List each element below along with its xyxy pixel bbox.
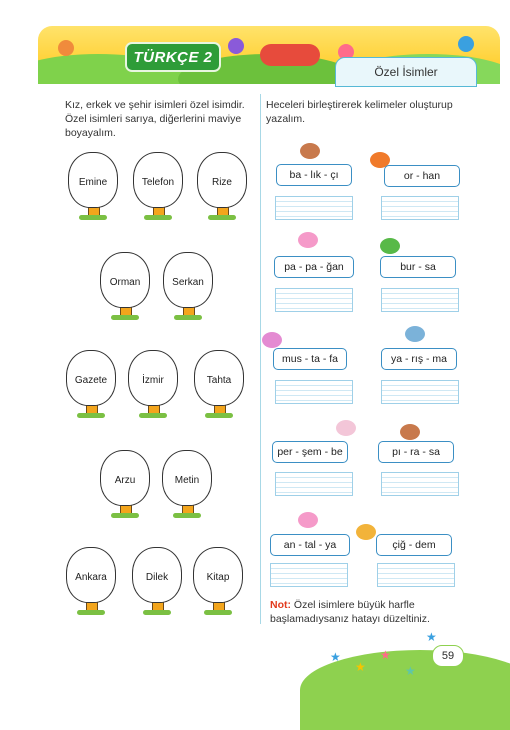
bird-icon xyxy=(262,332,282,348)
writing-lines[interactable] xyxy=(275,472,353,496)
tree-word-label: Ankara xyxy=(75,572,107,583)
tree-word[interactable] xyxy=(68,152,118,222)
giraffe-icon xyxy=(356,524,376,540)
tree-word[interactable] xyxy=(162,450,212,520)
page-number-text: 59 xyxy=(441,650,455,662)
tree-word-label: Gazete xyxy=(74,375,108,386)
writing-lines[interactable] xyxy=(381,288,459,312)
elephant-icon xyxy=(405,326,425,342)
tree-word[interactable] xyxy=(133,152,183,222)
hippo-icon xyxy=(298,232,318,248)
tree-word[interactable] xyxy=(66,547,116,617)
frog-icon xyxy=(380,238,400,254)
tree-word-label: Tahta xyxy=(206,375,232,386)
right-instruction: Heceleri birleştirerek kelimeler oluşturup yazalım. xyxy=(266,99,453,125)
star-icon: ★ xyxy=(355,660,366,674)
subject-badge xyxy=(125,42,221,72)
writing-lines[interactable] xyxy=(275,380,353,404)
topic-tab-label: Özel İsimler xyxy=(374,65,438,79)
tree-word[interactable] xyxy=(194,350,244,420)
tree-word[interactable] xyxy=(66,350,116,420)
writing-lines[interactable] xyxy=(381,472,459,496)
monkey-icon xyxy=(300,143,320,159)
child-mascot-icon xyxy=(458,36,474,52)
tree-word[interactable] xyxy=(100,450,150,520)
writing-lines[interactable] xyxy=(275,196,353,220)
star-icon: ★ xyxy=(405,664,416,678)
child-mascot-icon xyxy=(228,38,244,54)
note-label: Not: xyxy=(270,599,291,611)
tree-word-label: Metin xyxy=(174,475,200,486)
syllable-box: per - şem - be xyxy=(272,441,348,463)
tree-word[interactable] xyxy=(193,547,243,617)
monkey-icon xyxy=(400,424,420,440)
page-number xyxy=(432,645,464,667)
syllable-box: mus - ta - fa xyxy=(273,348,347,370)
tree-word[interactable] xyxy=(132,547,182,617)
tree-word-label: Serkan xyxy=(172,277,204,288)
tree-word-label: Kitap xyxy=(206,572,230,583)
syllable-box: çiğ - dem xyxy=(376,534,452,556)
child-mascot-icon xyxy=(58,40,74,56)
star-icon: ★ xyxy=(426,630,437,644)
syllable-box: ya - rış - ma xyxy=(381,348,457,370)
syllable-box: bur - sa xyxy=(380,256,456,278)
airplane-icon xyxy=(260,44,320,66)
syllable-box: pı - ra - sa xyxy=(378,441,454,463)
tree-word-label: Rize xyxy=(211,177,232,188)
tree-word[interactable] xyxy=(197,152,247,222)
note-text: Özel isimlere büyük harfle başlamadıysanız hatayı düzeltiniz. xyxy=(270,599,430,625)
tree-word[interactable] xyxy=(100,252,150,322)
writing-lines[interactable] xyxy=(270,563,348,587)
tree-word-label: Arzu xyxy=(114,475,136,486)
hippo-icon xyxy=(298,512,318,528)
writing-lines[interactable] xyxy=(381,196,459,220)
syllable-box: or - han xyxy=(384,165,460,187)
syllable-box: ba - lık - çı xyxy=(276,164,352,186)
tree-word-label: Emine xyxy=(78,177,108,188)
writing-lines[interactable] xyxy=(275,288,353,312)
writing-lines[interactable] xyxy=(381,380,459,404)
tree-word[interactable] xyxy=(163,252,213,322)
tree-word-label: Dilek xyxy=(145,572,169,583)
star-icon: ★ xyxy=(380,648,391,662)
tree-word[interactable] xyxy=(128,350,178,420)
tree-word-label: Orman xyxy=(109,277,141,288)
star-icon: ★ xyxy=(330,650,341,664)
syllable-box: pa - pa - ğan xyxy=(274,256,354,278)
syllable-box: an - tal - ya xyxy=(270,534,350,556)
left-instruction: Kız, erkek ve şehir isimleri özel isimdir. Özel isimleri sarıya, diğerlerini maviye boyayalım. xyxy=(65,99,245,139)
writing-lines[interactable] xyxy=(377,563,455,587)
subject-badge-text: TÜRKÇE 2 xyxy=(133,48,213,66)
column-divider xyxy=(260,94,261,624)
topic-tab xyxy=(335,57,477,87)
rabbit-icon xyxy=(336,420,356,436)
tree-word-label: Telefon xyxy=(141,177,175,188)
note xyxy=(270,598,470,626)
tree-word-label: İzmir xyxy=(142,375,164,386)
